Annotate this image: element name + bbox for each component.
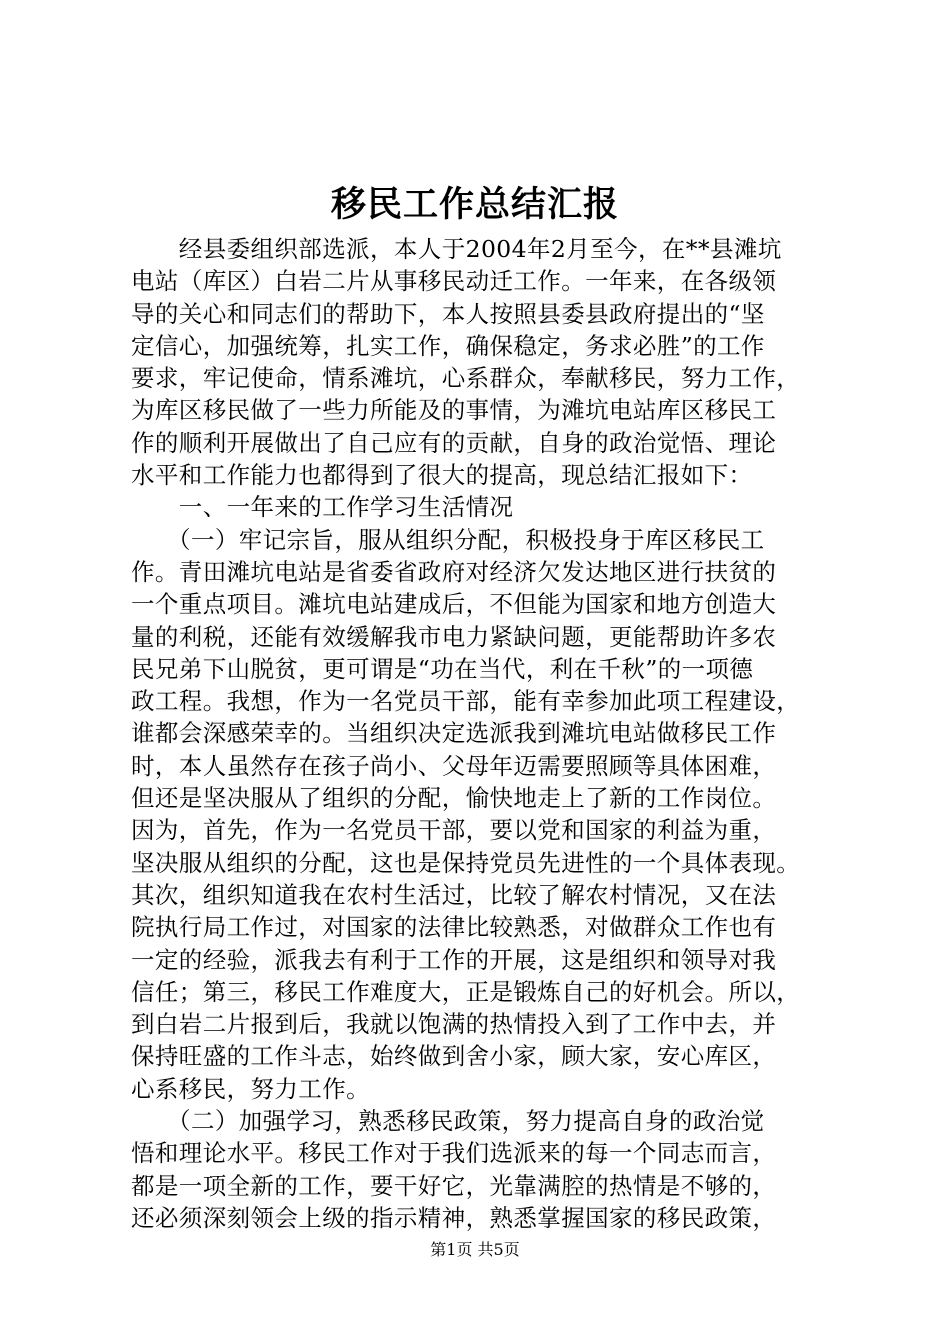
body-text-line: 因为，首先，作为一名党员干部，要以党和国家的利益为重， xyxy=(131,816,777,845)
body-text-line: 一个重点项目。滩坑电站建成后，不但能为国家和地方创造大 xyxy=(131,590,777,619)
body-text-line: 作的顺利开展做出了自己应有的贡献，自身的政治觉悟、理论 xyxy=(131,428,777,457)
body-text-line: 民兄弟下山脱贫，更可谓是“功在当代，利在千秋”的一项德 xyxy=(131,654,754,683)
body-text-line: 到白岩二片报到后，我就以饱满的热情投入到了工作中去，并 xyxy=(131,1010,777,1039)
body-text-line: 时，本人虽然存在孩子尚小、父母年迈需要照顾等具体困难， xyxy=(131,751,777,780)
body-text-line: 其次，组织知道我在农村生活过，比较了解农村情况，又在法 xyxy=(131,880,777,909)
body-text-line: 谁都会深感荣幸的。当组织决定选派我到滩坑电站做移民工作 xyxy=(131,719,777,748)
body-text-line: 都是一项全新的工作，要干好它，光靠满腔的热情是不够的， xyxy=(131,1171,777,1200)
body-text-line: 一、一年来的工作学习生活情况 xyxy=(131,493,514,522)
body-text-line: 心系移民，努力工作。 xyxy=(131,1074,370,1103)
body-text-line: 导的关心和同志们的帮助下，本人按照县委县政府提出的“坚 xyxy=(131,299,765,328)
body-text-line: 院执行局工作过，对国家的法律比较熟悉，对做群众工作也有 xyxy=(131,913,777,942)
body-text-line: 量的利税，还能有效缓解我市电力紧缺问题，更能帮助许多农 xyxy=(131,622,777,651)
body-text-line: 信任；第三，移民工作难度大，正是锻炼自己的好机会。所以， xyxy=(131,977,801,1006)
body-text-line: 作。青田滩坑电站是省委省政府对经济欠发达地区进行扶贫的 xyxy=(131,557,777,586)
body-text-line: 电站（库区）白岩二片从事移民动迁工作。一年来，在各级领 xyxy=(131,267,777,296)
body-text-line: 坚决服从组织的分配，这也是保持党员先进性的一个具体表现。 xyxy=(131,848,801,877)
document-body xyxy=(131,233,851,1234)
body-text-line: 政工程。我想，作为一名党员干部，能有幸参加此项工程建设， xyxy=(131,687,801,716)
body-text-line: 要求，牢记使命，情系滩坑，心系群众，奉献移民，努力工作， xyxy=(131,364,801,393)
body-text-line: 悟和理论水平。移民工作对于我们选派来的每一个同志而言， xyxy=(131,1139,777,1168)
body-text-line: 但还是坚决服从了组织的分配，愉快地走上了新的工作岗位。 xyxy=(131,784,777,813)
body-text-line: （二）加强学习，熟悉移民政策，努力提高自身的政治觉 xyxy=(131,1107,765,1136)
body-text-line: 定信心，加强统筹，扎实工作，确保稳定，务求必胜”的工作 xyxy=(131,331,765,360)
document-title: 移民工作总结汇报 xyxy=(330,184,619,225)
body-text-line: 经县委组织部选派，本人于2004年2月至今，在**县滩坑 xyxy=(131,235,782,263)
body-text-line: 还必须深刻领会上级的指示精神，熟悉掌握国家的移民政策， xyxy=(131,1203,777,1232)
body-text-line: 为库区移民做了一些力所能及的事情，为滩坑电站库区移民工 xyxy=(131,396,777,425)
page-footer: 第1页 共5页 xyxy=(430,1240,520,1259)
body-text-line: 保持旺盛的工作斗志，始终做到舍小家，顾大家，安心库区， xyxy=(131,1042,777,1071)
body-text-line: 水平和工作能力也都得到了很大的提高，现总结汇报如下： xyxy=(131,461,753,490)
body-text-line: （一）牢记宗旨，服从组织分配，积极投身于库区移民工 xyxy=(131,525,765,554)
body-text-line: 一定的经验，派我去有利于工作的开展，这是组织和领导对我 xyxy=(131,945,777,974)
